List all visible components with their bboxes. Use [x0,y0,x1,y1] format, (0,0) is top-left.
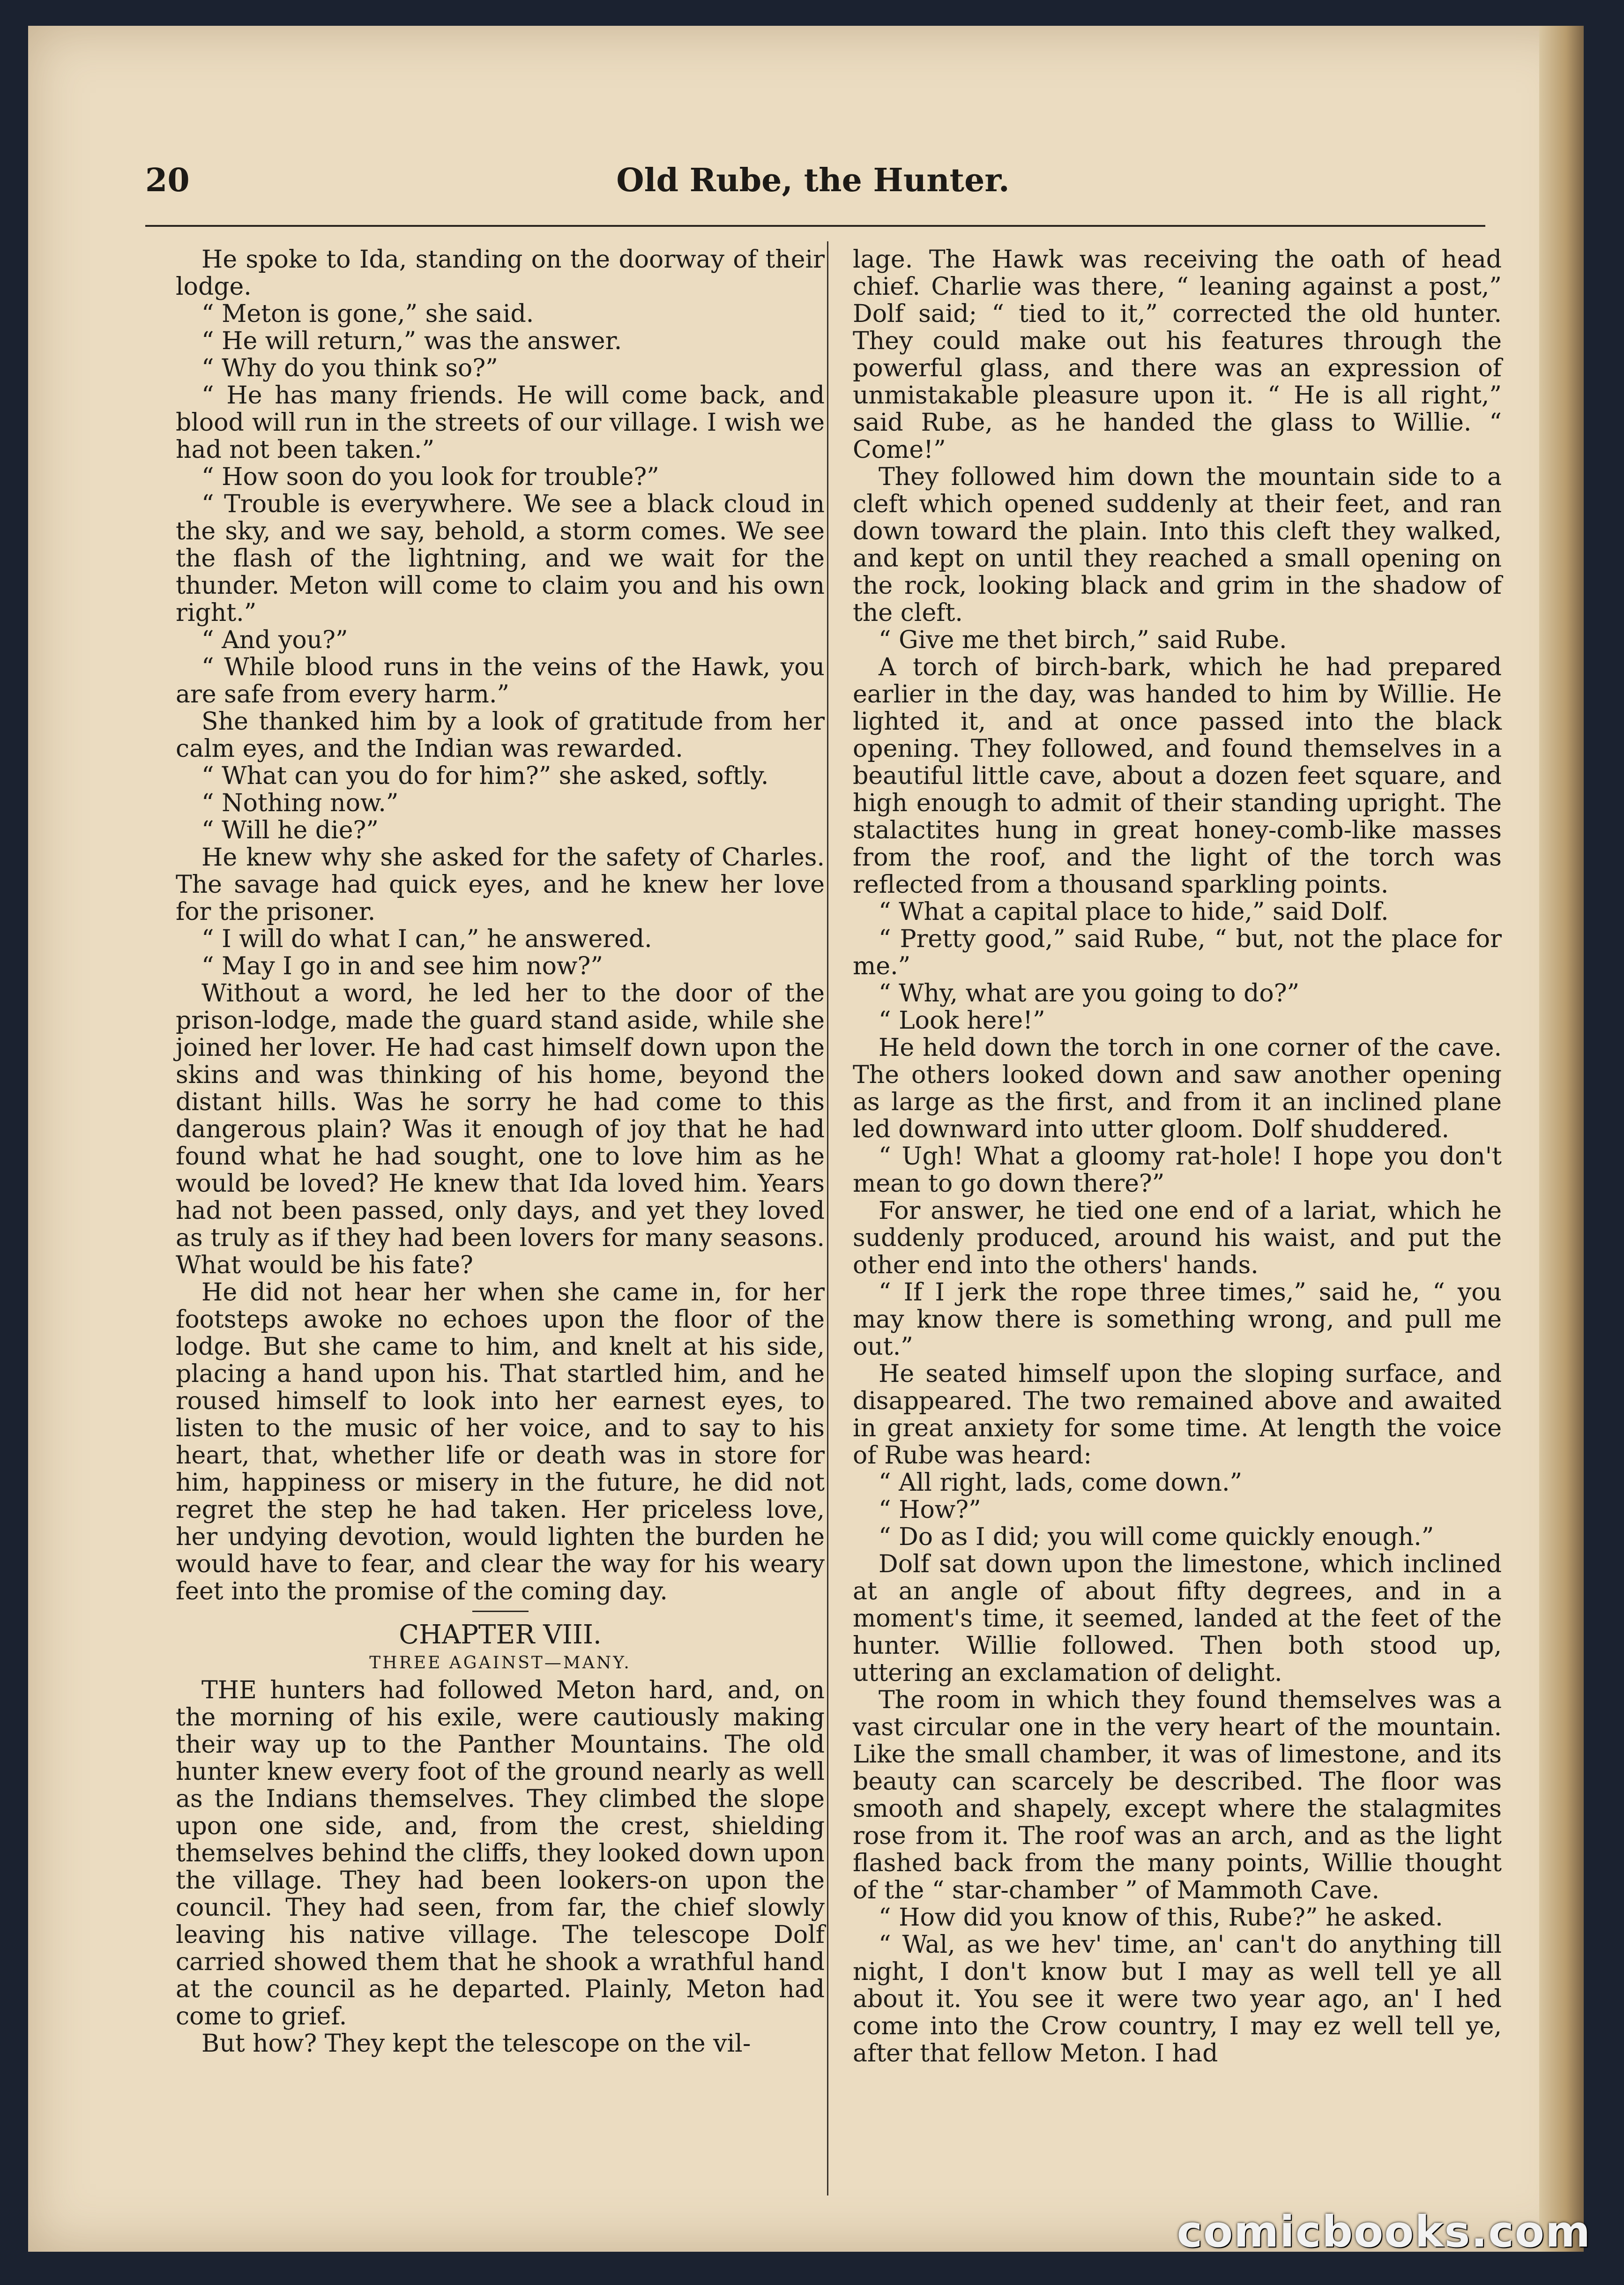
page-number: 20 [145,162,190,199]
paragraph: “ Wal, as we hev' time, an' can't do anything till night, I don't know but I may as well tell ye all about it. You see it were two year ago, an' I hed come into the Crow country, I may ez well tell ye, after that fellow Meton. I had [853,1931,1502,2068]
chapter-subheading: THREE AGAINST—MANY. [369,1653,631,1673]
header-rule [145,225,1485,227]
paragraph: “ Do as I did; you will come quickly enough.” [879,1523,1434,1551]
paragraph: He held down the torch in one corner of the cave. The others looked down and saw another opening as large as the first, and from it an inclined plane led downward into utter gloom. Dolf shuddered. [853,1034,1502,1143]
paragraph: “ Pretty good,” said Rube, “ but, not the place for me.” [853,925,1502,980]
paragraph: “ How soon do you look for trouble?” [201,463,659,491]
paragraph: He knew why she asked for the safety of Charles. The savage had quick eyes, and he knew her love for the prisoner. [176,844,825,926]
paragraph: A torch of birch-bark, which he had prepared earlier in the day, was handed to him by Willie. He lighted it, and at once passed into the black opening. They followed, and found themselves in a beautiful little cave, about a dozen feet square, and high enough to admit of their standing upright. The stalactites hung in great honey-comb-like masses from the roof, and the light of the torch was reflected from a thousand sparkling points. [853,653,1502,899]
paragraph: “ May I go in and see him now?” [201,952,603,980]
column-divider [827,241,828,2195]
paragraph: “ What a capital place to hide,” said Dolf. [879,898,1389,926]
paragraph: Without a word, he led her to the door of the prison-lodge, made the guard stand aside, while she joined her lover. He had cast himself down upon the skins and was thinking of his home, beyond the distant hills. Was he sorry he had come to this dangerous plain? Was it enough of joy that he had found what he had sought, one to love him as he would be loved? He knew that Ida loved him. Years had not been passed, only days, and yet they loved as truly as if they had been lovers for many seasons. What would be his fate? [176,979,825,1279]
paragraph: “ And you?” [201,626,348,654]
paragraph: “ Nothing now.” [201,789,399,817]
site-watermark: comicbooks.com [1177,2207,1591,2257]
paragraph: “ Trouble is everywhere. We see a black cloud in the sky, and we say, behold, a storm comes. We see the flash of the lightning, and we wait for the thunder. Meton will come to claim you and his own right.” [176,490,825,627]
paragraph: “ How did you know of this, Rube?” he asked. [879,1904,1443,1932]
right-column [853,246,1502,2067]
left-column-text [176,246,825,1605]
paragraph: “ He has many friends. He will come back, and blood will run in the streets of our village. I wish we had not been taken.” [176,381,825,464]
chapter-text [176,1677,825,2057]
paragraph: “ Look here!” [879,1007,1045,1035]
paragraph: He did not hear her when she came in, for her footsteps awoke no echoes upon the floor of the lodge. But she came to him, and knelt at his side, placing a hand upon his. That startled him, and he roused himself to look into her earnest eyes, to listen to the music of her voice, and to say to his heart, that, whether life or death was in store for him, happiness or misery in the future, he did not regret the step he had taken. Her priceless love, her undying devotion, would lighten the burden he would have to fear, and clear the way for his weary feet into the promise of the coming day. [176,1278,825,1605]
paragraph: “ While blood runs in the veins of the Hawk, you are safe from every harm.” [176,653,825,709]
paragraph: “ If I jerk the rope three times,” said he, “ you may know there is something wrong, and pull me out.” [853,1278,1502,1361]
right-column-text [853,246,1502,2067]
paragraph: “ I will do what I can,” he answered. [201,925,652,953]
paragraph: “ Why do you think so?” [201,354,498,382]
page-header [145,162,1481,218]
left-column [176,246,825,2057]
magazine-page [28,26,1584,2252]
paragraph: lage. The Hawk was receiving the oath of head chief. Charlie was there, “ leaning against a post,” Dolf said; “ tied to it,” corrected the old hunter. They could make out his features through the powerful glass, and there was an expression of unmistakable pleasure upon it. “ He is all right,” said Rube, as he handed the glass to Willie. “ Come!” [853,246,1502,464]
paragraph: She thanked him by a look of gratitude from her calm eyes, and the Indian was rewarded. [176,708,825,763]
running-title: Old Rube, the Hunter. [616,162,1010,199]
paragraph: “ Meton is gone,” she said. [201,300,534,328]
paragraph: He spoke to Ida, standing on the doorway of their lodge. [176,246,825,301]
paragraph: They followed him down the mountain side to a cleft which opened suddenly at their feet, and ran down toward the plain. Into this cleft they walked, and kept on until they reached a small opening on the rock, looking black and grim in the shadow of the cleft. [853,463,1502,627]
paragraph: “ All right, lads, come down.” [879,1469,1243,1497]
chapter-heading: CHAPTER VIII. [399,1620,602,1650]
chapter-separator [472,1611,529,1612]
paragraph: But how? They kept the telescope on the vil- [201,2030,751,2058]
paragraph: “ How?” [879,1496,981,1524]
paragraph: “ Ugh! What a gloomy rat-hole! I hope you don't mean to go down there?” [853,1142,1502,1198]
paragraph: Dolf sat down upon the limestone, which inclined at an angle of about fifty degrees, and in a moment's time, it seemed, landed at the feet of the hunter. Willie followed. Then both stood up, uttering an exclamation of delight. [853,1550,1502,1687]
paragraph: “ He will return,” was the answer. [201,327,622,355]
paragraph: THE hunters had followed Meton hard, and, on the morning of his exile, were cautiously making their way up to the Panther Mountains. The old hunter knew every foot of the ground nearly as well as the Indians themselves. They climbed the slope upon one side, and, from the crest, shielding themselves behind the cliffs, they looked down upon the village. They had been lookers-on upon the council. They had seen, from far, the chief slowly leaving his native village. The telescope Dolf carried showed them that he shook a wrathful hand at the council as he departed. Plainly, Meton had come to grief. [176,1676,825,2031]
paragraph: “ Will he die?” [201,816,379,844]
paragraph: “ Why, what are you going to do?” [879,979,1300,1008]
paragraph: He seated himself upon the sloping surface, and disappeared. The two remained above and awaited in great anxiety for some time. At length the voice of Rube was heard: [853,1360,1502,1470]
page-edge [1539,26,1584,2252]
paragraph: For answer, he tied one end of a lariat, which he suddenly produced, around his waist, and put the other end into the others' hands. [853,1197,1502,1279]
paragraph: The room in which they found themselves was a vast circular one in the very heart of the mountain. Like the small chamber, it was of limestone, and its beauty can scarcely be described. The floor was smooth and shapely, except where the stalagmites rose from it. The roof was an arch, and as the light flashed back from the many points, Willie thought of the “ star-chamber ” of Mammoth Cave. [853,1686,1502,1904]
paragraph: “ What can you do for him?” she asked, softly. [201,762,769,790]
paragraph: “ Give me thet birch,” said Rube. [879,626,1287,654]
